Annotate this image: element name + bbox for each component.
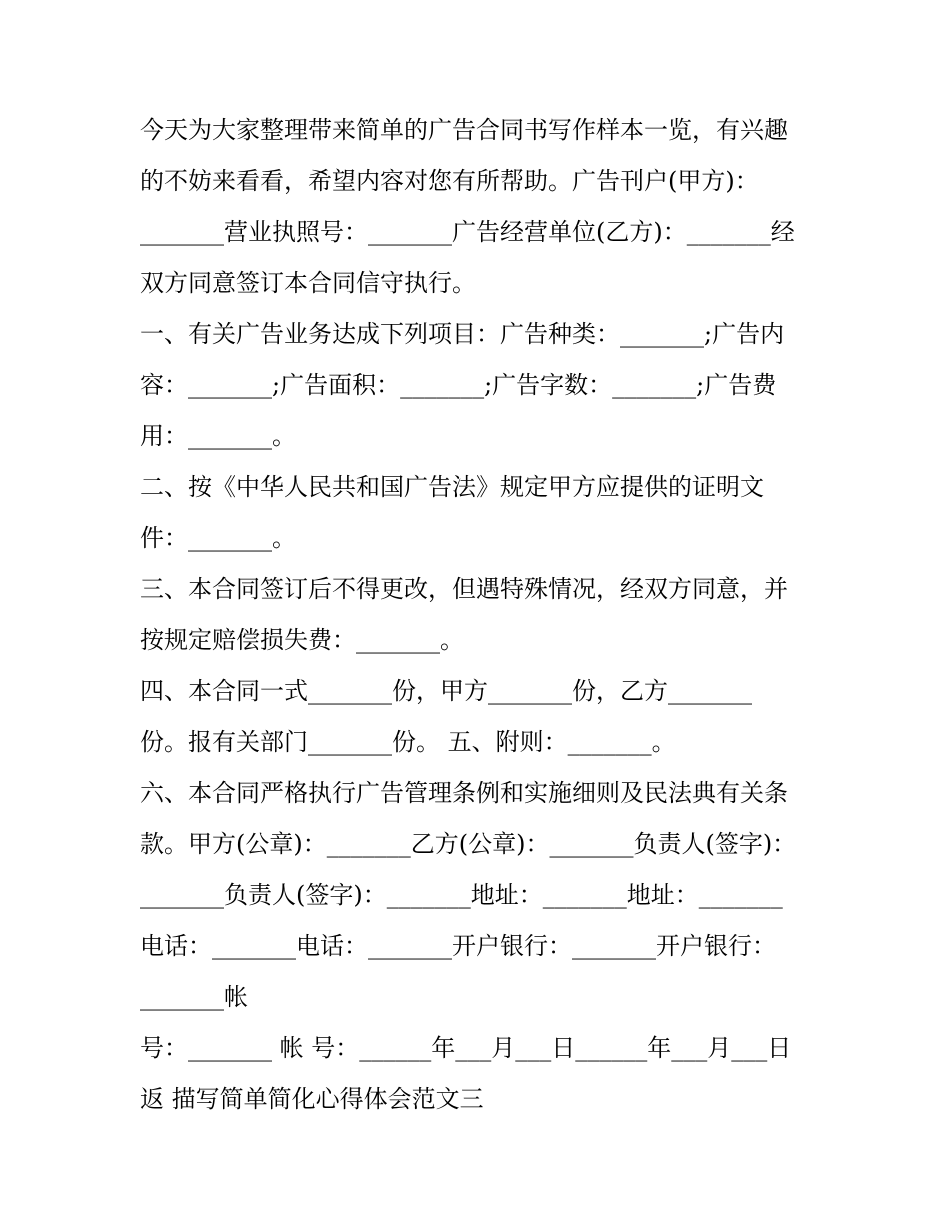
text-line: 号：_______ 帐 号：______年___月___日______年___月___日 [140, 1034, 792, 1062]
text-line: 六、本合同严格执行广告管理条例和实施细则及民法典有关条 [140, 779, 788, 807]
text-line: 按规定赔偿损失费：_______。 [140, 626, 464, 654]
text-line: 返 描写简单简化心得体会范文三 [140, 1085, 484, 1113]
text-line: 用：_______。 [140, 422, 296, 450]
text-line: 四、本合同一式_______份，甲方_______份，乙方_______ [140, 677, 752, 705]
text-line: 的不妨来看看，希望内容对您有所帮助。广告刊户(甲方)： [140, 167, 759, 195]
text-line: _______负责人(签字)：_______地址：_______地址：_______ [140, 881, 783, 909]
text-line: 二、按《中华人民共和国广告法》规定甲方应提供的证明文 [140, 473, 764, 501]
text-line: 件：_______。 [140, 524, 296, 552]
text-line: 容：_______;广告面积：_______;广告字数：_______;广告费 [140, 371, 777, 399]
text-line: _______帐 [140, 983, 248, 1011]
text-line: 份。报有关部门_______份。 五、附则：_______。 [140, 728, 676, 756]
text-line: 三、本合同签订后不得更改，但遇特殊情况，经双方同意，并 [140, 575, 788, 603]
text-line: 电话：_______电话：_______开户银行：_______开户银行： [140, 932, 776, 960]
text-line: 双方同意签订本合同信守执行。 [140, 269, 476, 297]
text-line: 款。甲方(公章)：_______乙方(公章)：_______负责人(签字)： [140, 830, 797, 858]
text-line: 今天为大家整理带来简单的广告合同书写作样本一览，有兴趣 [140, 116, 788, 144]
text-line: 一、有关广告业务达成下列项目：广告种类：_______;广告内 [140, 320, 785, 348]
text-line: _______营业执照号：_______广告经营单位(乙方)：_______经 [140, 218, 795, 246]
